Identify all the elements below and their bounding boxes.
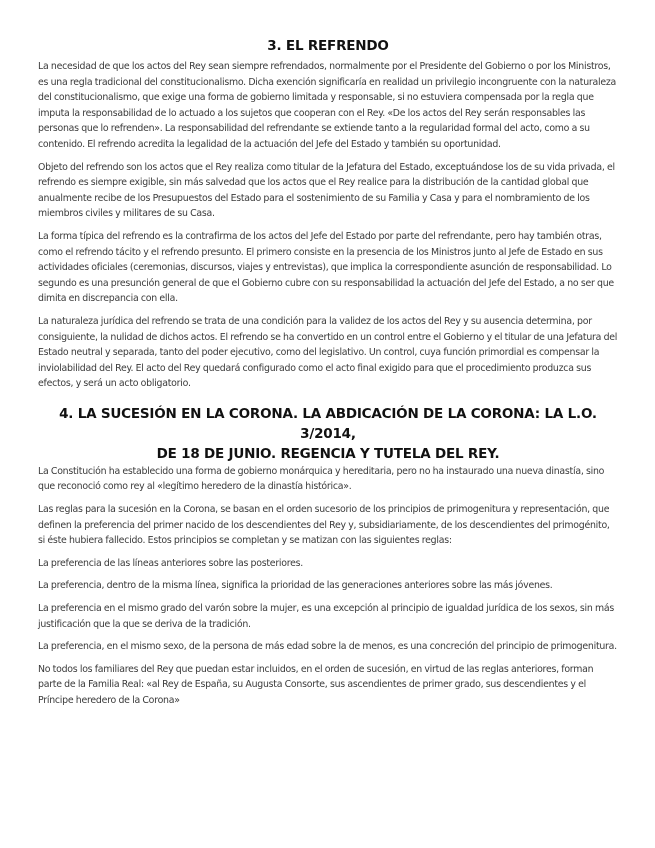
paragraph: No todos los familiares del Rey que puedan estar incluidos, en el orden de sucesión, en virtud de las reglas anteriores, forman parte de la Familia Real: «al Rey de España, su Augusta Consorte, sus ascendientes de primer grado, sus descendientes y el Príncipe heredero de la Corona» xyxy=(38,663,594,706)
section-title-line: 4. LA SUCESIÓN EN LA CORONA. LA ABDICACIÓN DE LA CORONA: LA L.O. 3/2014, xyxy=(59,405,597,442)
paragraph: La naturaleza jurídica del refrendo se trata de una condición para la validez de los actos del Rey y su ausencia determina, por consiguiente, la nulidad de dichos actos. El refrendo se ha convertido en un control entre el Gobierno y el titular de una Jefatura del Estado neutral y separada, tanto del poder ejecutivo, como del legislativo. Un control, cuya función primordial es compensar la inviolabilidad del Rey. El acto del Rey quedará configurado como el acto final exigido para que el procedimiento produzca sus efectos, y será un acto obligatorio. xyxy=(38,315,618,390)
paragraph: La Constitución ha establecido una forma de gobierno monárquica y hereditaria, pero no ha instaurado una nueva dinastía, sino que reconoció como rey al «legítimo heredero de la dinastía histórica». xyxy=(38,465,605,493)
document-page xyxy=(38,38,618,716)
paragraph: La necesidad de que los actos del Rey sean siempre refrendados, normalmente por el Presidente del Gobierno o por los Ministros, es una regla tradicional del constitucionalismo. Dicha exención significaría en realidad un privilegio incongruente con la naturaleza del constitucionalismo, que exige una forma de gobierno limitada y responsable, si no estuviera compensada por la regla que imputa la responsabilidad de lo actuado a los sujetos que cooperan con el Rey. «De los actos del Rey serán responsables las personas que lo refrenden». La responsabilidad del refrendante se extiende tanto a la regularidad formal del acto, como a su contenido. El refrendo acredita la legalidad de la actuación del Jefe del Estado y también su oportunidad. xyxy=(38,61,617,150)
paragraph: Objeto del refrendo son los actos que el Rey realiza como titular de la Jefatura del Estado, exceptuándose los de su vida privada, el refrendo es siempre exigible, sin más salvedad que los actos que el Rey realice para la distribución de la cantidad global que anualmente recibe de los Presupuestos del Estado para el sostenimiento de su Familia y Casa y para el nombramiento de los miembros civiles y militares de su Casa. xyxy=(38,161,615,220)
paragraph: La preferencia de las líneas anteriores sobre las posteriores. xyxy=(38,557,304,569)
section-title-line: DE 18 DE JUNIO. REGENCIA Y TUTELA DEL REY. xyxy=(156,445,500,462)
paragraph: La forma típica del refrendo es la contrafirma de los actos del Jefe del Estado por parte del refrendante, pero hay también otras, como el refrendo tácito y el refrendo presunto. El primero consiste en la presencia de los Ministros junto al Jefe de Estado en sus actividades oficiales (ceremonias, discursos, viajes y entrevistas), que implica la correspondiente asunción de responsabilidad. Lo segundo es una presunción general de que el Gobierno cubre con su responsabilidad la actuación del Jefe del Estado, a no ser que dimita en discrepancia con ella. xyxy=(38,230,614,305)
paragraph: La preferencia, dentro de la misma línea, significa la prioridad de las generaciones anteriores sobre las más jóvenes. xyxy=(38,580,553,592)
section-refrendo xyxy=(38,38,618,392)
paragraph: La preferencia, en el mismo sexo, de la persona de más edad sobre la de menos, es una concreción del principio de primogenitura. xyxy=(38,641,617,653)
paragraph: La preferencia en el mismo grado del varón sobre la mujer, es una excepción al principio de igualdad jurídica de los sexos, sin más justificación que la que se deriva de la tradición. xyxy=(38,603,615,630)
section-sucesion xyxy=(38,404,618,709)
paragraph: Las reglas para la sucesión en la Corona, se basan en el orden sucesorio de los principios de primogenitura y representación, que definen la preferencia del primer nacido de los descendientes del Rey y, subsidiariamente, de los descendientes del primogénito, si éste hubiera fallecido. Estos principios se completan y se matizan con las siguientes reglas: xyxy=(38,504,610,547)
section-title xyxy=(38,404,618,464)
section-title: 3. EL REFRENDO xyxy=(267,38,389,54)
